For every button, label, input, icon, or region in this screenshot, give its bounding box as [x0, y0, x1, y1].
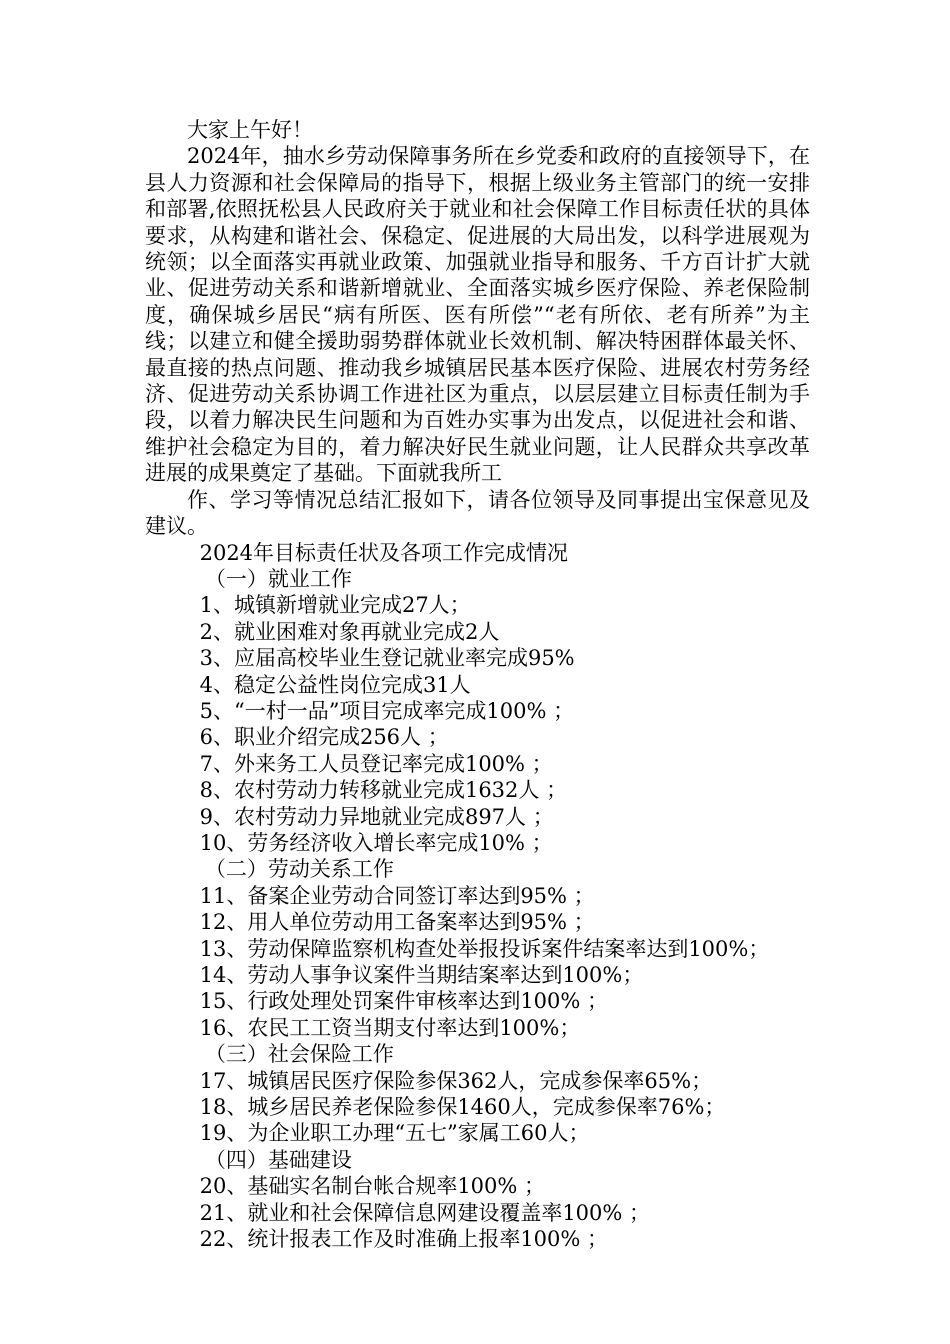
list-item: 16、农民工工资当期支付率达到100%； [199, 1015, 581, 1040]
list-item: 21、就业和社会保障信息网建设覆盖率100% ； [199, 1200, 651, 1225]
list-item: 1、城镇新增就业完成27人； [199, 593, 471, 618]
report-paragraph: 作、学习等情况总结汇报如下，请各位领导及同事提出宝保意见及建议。 [145, 487, 810, 539]
list-item: 18、城乡居民养老保险参保1460人，完成参保率76%； [199, 1095, 726, 1120]
report-title: 2024年目标责任状及各项工作完成情况 [199, 540, 569, 565]
list-item: 10、劳务经济收入增长率完成10% ； [199, 830, 553, 855]
list-item: 22、统计报表工作及时准确上报率100% ； [199, 1227, 609, 1252]
list-item: 7、外来务工人员登记率完成100% ； [199, 751, 553, 776]
list-item: 12、用人单位劳动用工备案率达到95% ； [199, 910, 595, 935]
list-item: 2、就业困难对象再就业完成2人 [199, 619, 500, 644]
list-item: 19、为企业职工办理“五七”家属工60人； [199, 1121, 590, 1146]
list-item: 3、应届高校毕业生登记就业率完成95% [199, 646, 575, 671]
section-heading: （四）基础建设 [204, 1147, 352, 1172]
list-item: 13、劳动保障监察机构查处举报投诉案件结案率达到100%； [199, 936, 770, 961]
list-item: 11、备案企业劳动合同签订率达到95% ； [199, 883, 595, 908]
list-item: 9、农村劳动力异地就业完成897人 ； [199, 804, 554, 829]
intro-paragraph: 2024年，抽水乡劳动保障事务所在乡党委和政府的直接领导下，在县人力资源和社会保障局的指导下，根据上级业务主管部门的统一安排和部署,依照抚松县人民政府关于就业和社会保障工作目标责任状的具体要求，从构建和谐社会、保稳定、促进展的大局出发，以科学进展观为统领；以全面落实再就业政策、加强就业指导和服务、千方百计扩大就业、促进劳动关系和谐新增就业、全面落实城乡医疗保险、养老保险制度，确保城乡居民“病有所医、医有所偿”“老有所依、老有所养”为主线；以建立和健全援助弱势群体就业长效机制、解决特困群体最关怀、最直接的热点问题、推动我乡城镇居民基本医疗保险、进展农村劳务经济、促进劳动关系协调工作进社区为重点，以层层建立目标责任制为手段，以着力解决民生问题和为百姓办实事为出发点，以促进社会和谐、维护社会稳定为目的，着力解决好民生就业问题，让人民群众共享改革进展的成果奠定了基础。下面就我所工 [145, 144, 810, 486]
list-item: 15、行政处理处罚案件审核率达到100% ； [199, 989, 609, 1014]
list-item: 5、“一村一品”项目完成率完成100% ； [199, 698, 575, 723]
document-page [145, 117, 810, 1252]
section-heading: （二）劳动关系工作 [204, 857, 394, 882]
list-item: 20、基础实名制台帐合规率100% ； [199, 1174, 546, 1199]
greeting: 大家上午好！ [187, 118, 313, 142]
list-item: 8、农村劳动力转移就业完成1632人 ； [199, 778, 568, 803]
list-item: 17、城镇居民医疗保险参保362人，完成参保率65%； [199, 1068, 713, 1093]
list-item: 4、稳定公益性岗位完成31人 [199, 672, 471, 697]
section-heading: （一）就业工作 [204, 566, 352, 591]
list-item: 6、职业介绍完成256人 ； [199, 725, 449, 750]
list-item: 14、劳动人事争议案件当期结案率达到100%； [199, 963, 644, 987]
section-heading: （三）社会保险工作 [204, 1042, 394, 1067]
